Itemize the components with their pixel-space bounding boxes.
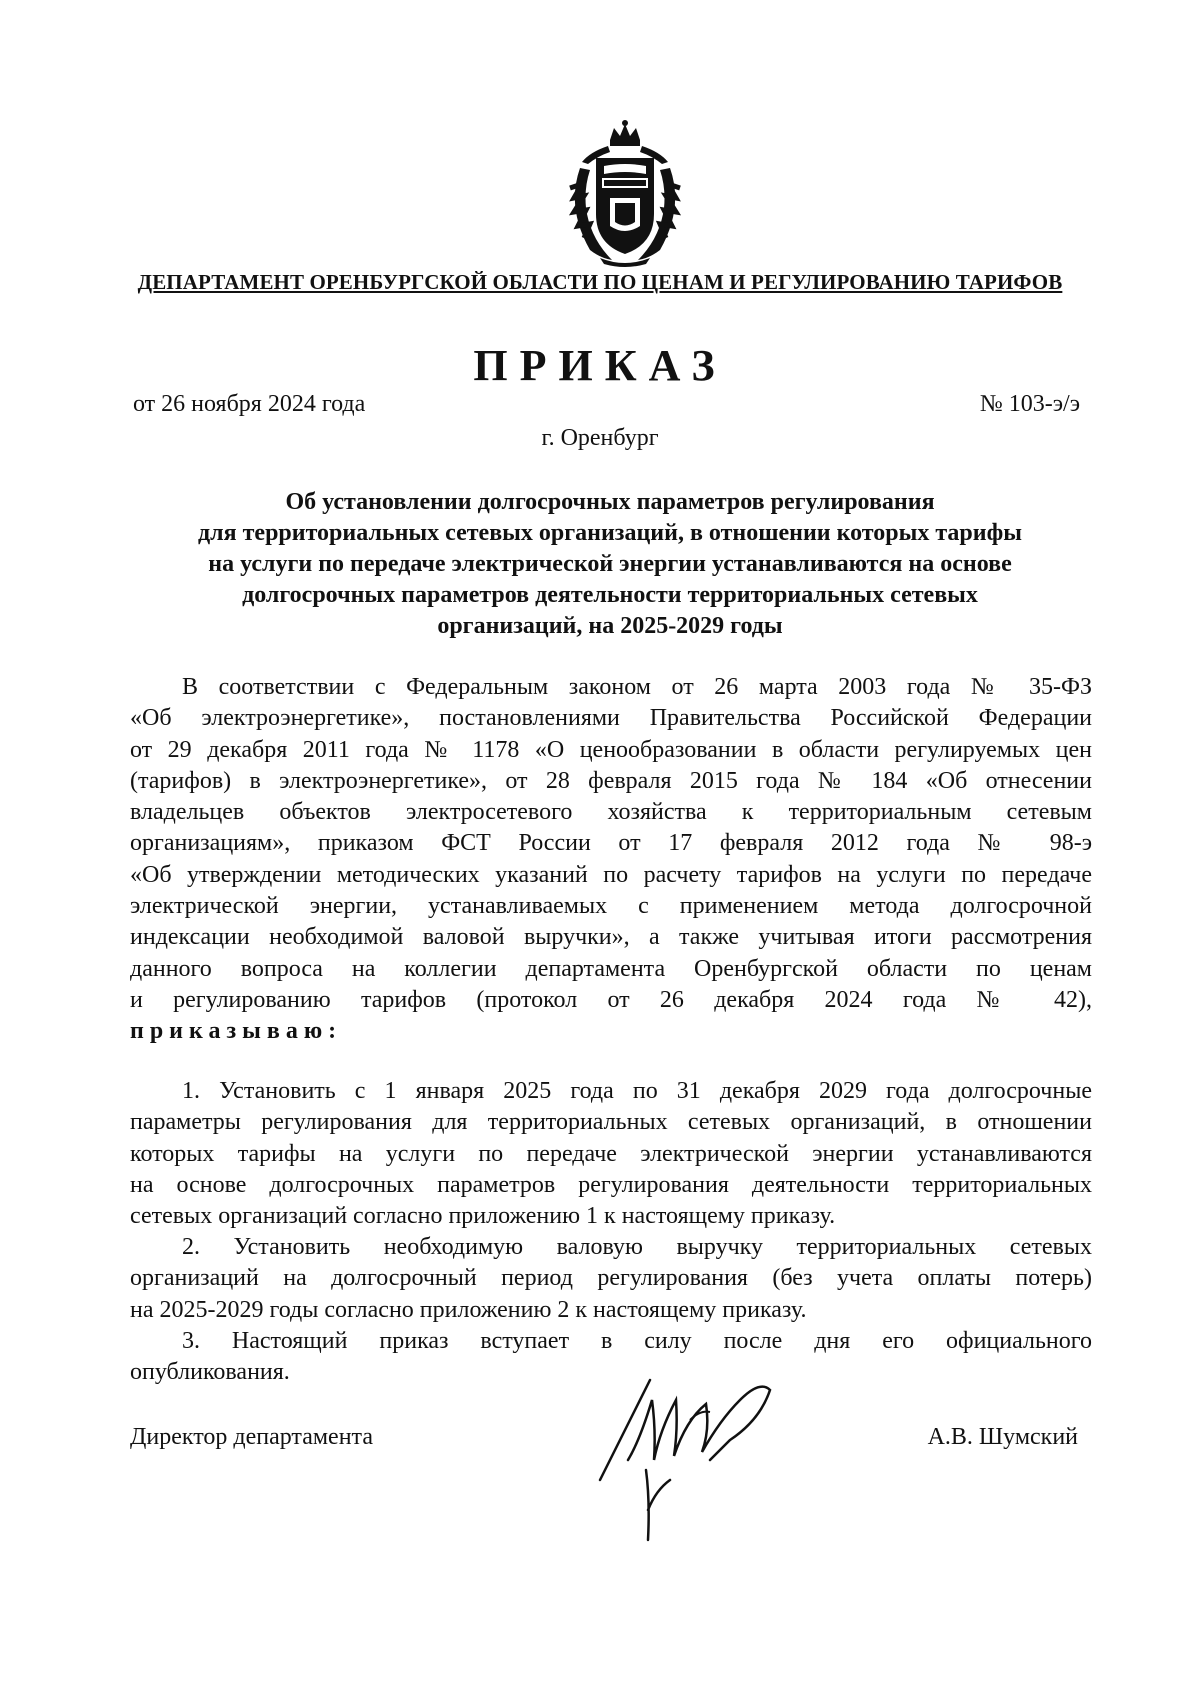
text-line: «Об электроэнергетике», постановлениями Правительства Российской Федерации [130, 705, 1092, 732]
text-line: В соответствии с Федеральным законом от 26 марта 2003 года № 35-ФЗ [182, 674, 1092, 700]
text-line: которых тарифы на услуги по передаче электрической энергии устанавливаются [130, 1140, 1092, 1167]
text-line: на основе долгосрочных параметров регулирования деятельности территориальных [130, 1171, 1092, 1198]
text-line: индексации необходимой валовой выручки», а также учитывая итоги рассмотрения [130, 924, 1092, 951]
text-line: электрической энергии, устанавливаемых с применением метода долгосрочной [130, 893, 1092, 920]
subject-line: на услуги по передаче электрической энергии устанавливаются на основе [208, 551, 1012, 577]
text-line: 2. Установить необходимую валовую выручку территориальных сетевых [182, 1234, 1092, 1260]
text-line: данного вопроса на коллегии департамента Оренбургской области по ценам [130, 955, 1092, 982]
text-line: параметры регулирования для территориальных сетевых организаций, в отношении [130, 1109, 1092, 1136]
document-subject [130, 487, 1090, 642]
text-line: «Об утверждении методических указаний по расчету тарифов на услуги по передаче [130, 861, 1092, 888]
text-line: на 2025-2029 годы согласно приложению 2 к настоящему приказу. [130, 1296, 807, 1323]
subject-line: долгосрочных параметров деятельности территориальных сетевых [242, 582, 978, 608]
order-word: приказываю: [130, 1018, 343, 1045]
subject-line: для территориальных сетевых организаций, в отношении которых тарифы [198, 520, 1022, 546]
document-city: г. Оренбург [541, 425, 659, 451]
signatory-name: А.В. Шумский [927, 1424, 1078, 1450]
document-title: ПРИКАЗ [473, 341, 727, 390]
text-line: (тарифов) в электроэнергетике», от 28 февраля 2015 года № 184 «Об отнесении [130, 767, 1092, 794]
text-line: от 29 декабря 2011 года № 1178 «О ценообразовании в области регулируемых цен [130, 736, 1092, 763]
item-1-paragraph [130, 1076, 1092, 1232]
handwritten-signature [590, 1360, 820, 1550]
department-name: ДЕПАРТАМЕНТ ОРЕНБУРГСКОЙ ОБЛАСТИ ПО ЦЕНАМ И РЕГУЛИРОВАНИЮ ТАРИФОВ [137, 270, 1063, 294]
document-date: от 26 ноября 2024 года [133, 391, 366, 417]
text-line: 3. Настоящий приказ вступает в силу после дня его официального [182, 1328, 1092, 1354]
item-2-paragraph [130, 1232, 1092, 1326]
text-line: и регулированию тарифов (протокол от 26 декабря 2024 года № 42), [130, 986, 1092, 1013]
subject-line: организаций, на 2025-2029 годы [437, 613, 783, 639]
preamble-paragraph [130, 672, 1092, 1048]
text-line: владельцев объектов электросетевого хозяйства к территориальным сетевым [130, 799, 1092, 826]
text-line: сетевых организаций согласно приложению 1 к настоящему приказу. [130, 1203, 836, 1230]
text-line: организациям», приказом ФСТ России от 17 февраля 2012 года № 98-э [130, 830, 1092, 857]
text-line: 1. Установить с 1 января 2025 года по 31 декабря 2029 года долгосрочные [182, 1078, 1092, 1104]
document-number: № 103-э/э [979, 391, 1080, 417]
coat-of-arms-emblem [560, 118, 690, 268]
text-line: опубликования. [130, 1359, 290, 1386]
signatory-position: Директор департамента [130, 1424, 373, 1450]
subject-line: Об установлении долгосрочных параметров регулирования [285, 489, 935, 515]
text-line: организаций на долгосрочный период регулирования (без учета оплаты потерь) [130, 1265, 1092, 1292]
